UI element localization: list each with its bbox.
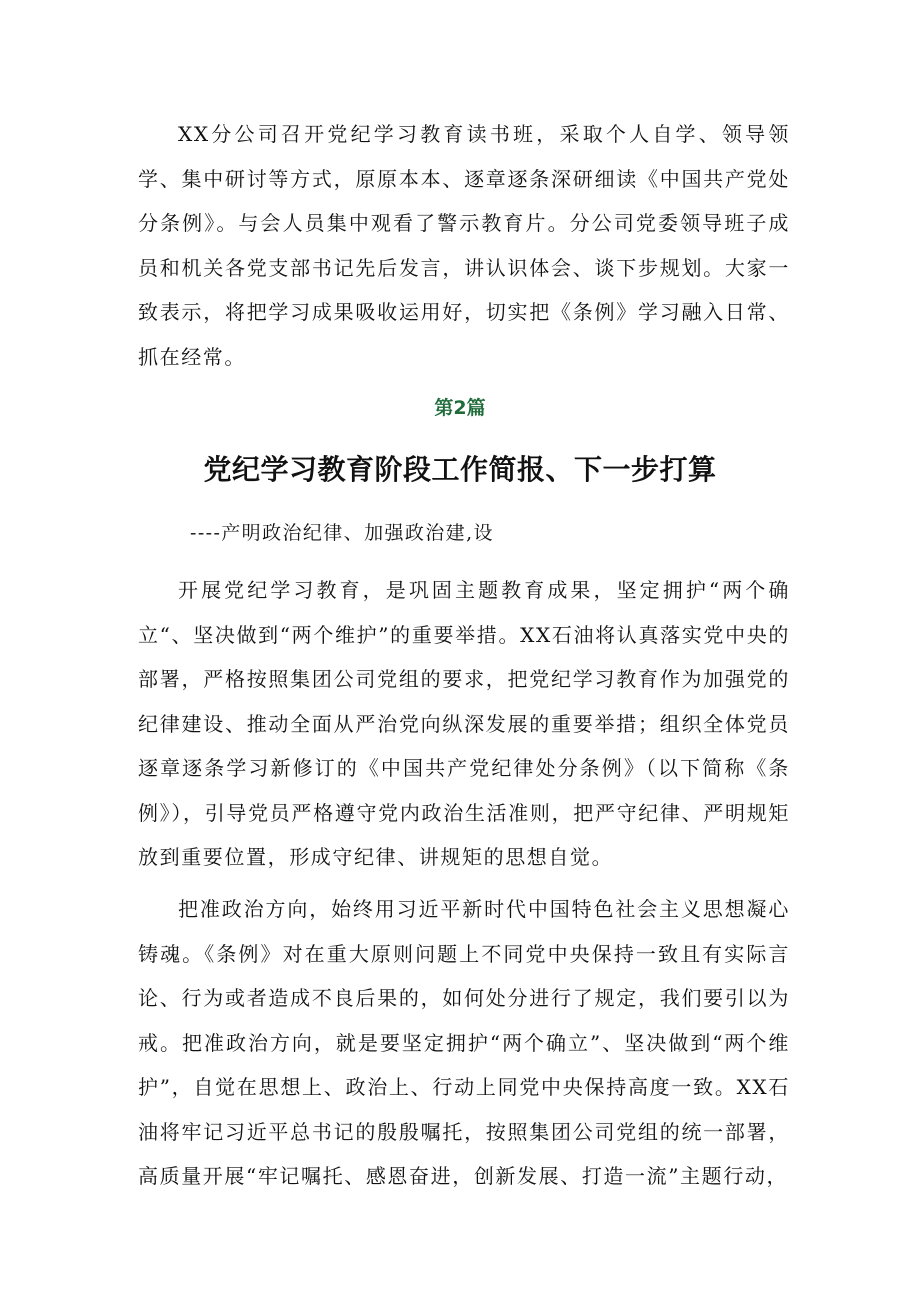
article-subtitle: ----产明政治纪律、加强政治建,设 — [190, 522, 494, 544]
article-title: 党纪学习教育阶段工作简报、下一步打算 — [203, 453, 717, 486]
section-label: 第2篇 — [434, 397, 486, 419]
body-paragraph-3: 把准政治方向，始终用习近平新时代中国特色社会主义思想凝心铸魂。《条例》对在重大原则问题上不同党中央保持一致且有实际言论、行为或者造成不良后果的，如何处分进行了规定，我们要引以为戒。把准政治方向，就是要坚定拥护“两个确立”、坚决做到“两个维护”，自觉在思想上、政治上、行动上同党中央保持高度一致。XX石油将牢记习近平总书记的殷殷嘱托，按照集团公司党组的统一部署，高质量开展“牢记嘱托、感恩奋进，创新发展、打造一流”主题行动， — [138, 897, 790, 1188]
body-paragraph-2: 开展党纪学习教育，是巩固主题教育成果，坚定拥护“两个确立“、坚决做到“两个维护”的重要举措。XX石油将认真落实党中央的部署，严格按照集团公司党组的要求，把党纪学习教育作为加强党的纪律建设、推动全面从严治党向纵深发展的重要举措；组织全体党员逐章逐条学习新修订的《中国共产党纪律处分条例》（以下简称《条例》），引导党员严格遵守党内政治生活准则，把严守纪律、严明规矩放到重要位置，形成守纪律、讲规矩的思想自觉。 — [138, 578, 790, 869]
body-paragraph-1: XX分公司召开党纪学习教育读书班，采取个人自学、领导领学、集中研讨等方式，原原本本、逐章逐条深研细读《中国共产党处分条例》。与会人员集中观看了警示教育片。分公司党委领导班子成员和机关各党支部书记先后发言，讲认识体会、谈下步规划。大家一致表示，将把学习成果吸收运用好，切实把《条例》学习融入日常、抓在经常。 — [138, 122, 790, 369]
